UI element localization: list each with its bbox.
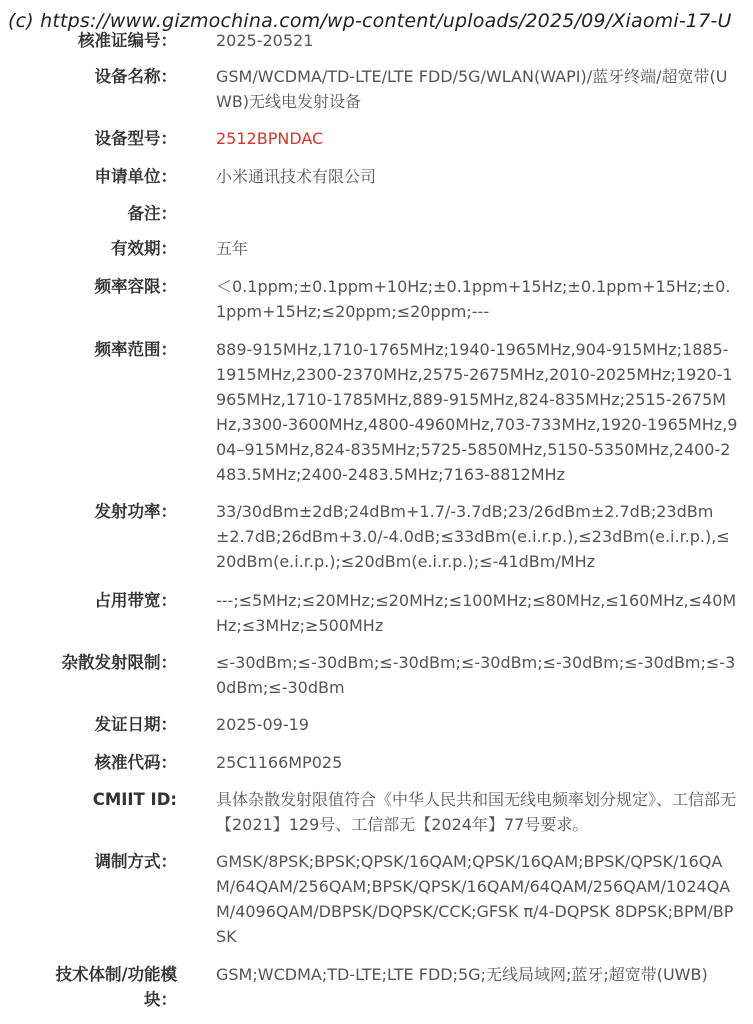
field-label: 占用带宽： [94,591,177,610]
field-value: 2512BPNDAC [216,129,324,148]
field-value: ---;≤5MHz;≤20MHz;≤20MHz;≤100MHz;≤80MHz,≤160MHz,≤40MHz;≤3MHz;≥500MHz [216,591,737,635]
field-value: GSM;WCDMA;TD-LTE;LTE FDD;5G;无线局域网;蓝牙;超宽带(UWB) [216,965,708,984]
field-value: 33/30dBm±2dB;24dBm+1.7/-3.7dB;23/26dBm±2.7dB;23dBm±2.7dB;26dBm+3.0/-4.0dB;≤33dBm(e.i.r.p.),≤23dBm(e.i.r.p.),≤20dBm(e.i.r.p.);≤20dBm(e.i.r.p.);≤-41dBm/MHz [216,502,730,571]
field-value: 889-915MHz,1710-1765MHz;1940-1965MHz,904-915MHz;1885-1915MHz,2300-2370MHz,2575-2675MHz,2010-2025MHz;1920-1965MHz,1710-1785MHz,889-915MHz,824-835MHz;2515-2675MHz,3300-3600MHz,4800-4960MHz,703-733MHz,1920-1965MHz,904–915MHz,824-835MHz;5725-5850MHz,5150-5350MHz,2400-2483.5MHz;2400-2483.5MHz;7163-8812MHz [216,340,738,484]
field-label: 发射功率： [94,502,177,521]
field-value: ≤-30dBm;≤-30dBm;≤-30dBm;≤-30dBm;≤-30dBm;≤-30dBm;≤-30dBm;≤-30dBm [216,653,736,697]
field-label: 调制方式： [94,852,177,871]
field-value: 具体杂散发射限值符合《中华人民共和国无线电频率划分规定》、工信部无【2021】129号、工信部无【2024年】77号要求。 [216,790,737,834]
field-label: 备注： [127,204,177,223]
watermark-url: (c) https://www.gizmochina.com/wp-content/uploads/2025/09/Xiaomi-17-U [8,10,732,32]
field-value: 25C1166MP025 [216,753,343,772]
field-value: 五年 [216,239,249,258]
field-label: 技术体制/功能模块： [55,965,177,1009]
field-label: 频率容限： [94,277,177,296]
field-value: GMSK/8PSK;BPSK;QPSK/16QAM;QPSK/16QAM;BPSK/QPSK/16QAM/64QAM/256QAM;BPSK/QPSK/16QAM/64QAM/256QAM/1024QAM/4096QAM/DBPSK/DQPSK/CCK;GFSK π/4-DQPSK 8DPSK;BPM/BPSK [216,852,734,946]
field-value: 2025-20521 [216,31,314,50]
field-value: GSM/WCDMA/TD-LTE/LTE FDD/5G/WLAN(WAPI)/蓝牙终端/超宽带(UWB)无线电发射设备 [216,67,728,111]
field-label: 申请单位： [94,167,177,186]
field-value: 小米通讯技术有限公司 [216,167,377,186]
field-label: 设备名称： [94,67,177,86]
field-label: 核准代码： [94,753,177,772]
field-value: 2025-09-19 [216,715,309,734]
field-label: 有效期： [111,239,177,258]
field-label: 频率范围： [94,340,177,359]
field-label: 设备型号： [94,129,177,148]
field-label: 杂散发射限制： [61,653,177,672]
field-label: 发证日期： [94,715,177,734]
field-label: CMIIT ID: [92,790,177,809]
field-value: ＜0.1ppm;±0.1ppm+10Hz;±0.1ppm+15Hz;±0.1ppm+15Hz;±0.1ppm+15Hz;≤20ppm;≤20ppm;--- [216,277,731,321]
field-label: 核准证编号： [78,31,177,50]
